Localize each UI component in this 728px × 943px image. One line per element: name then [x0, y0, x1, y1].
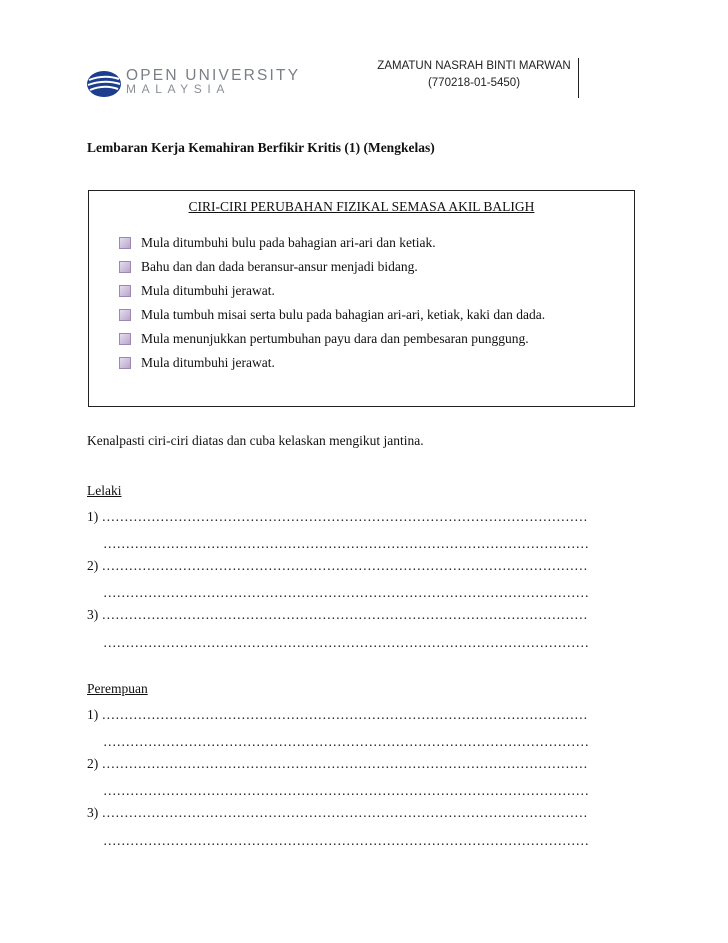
header-divider [578, 58, 579, 98]
logo-text-line2: MALAYSIA [126, 82, 230, 96]
square-bullet-icon [119, 357, 131, 369]
list-item [119, 257, 545, 281]
list-item-text: Mula ditumbuhi bulu pada bahagian ari-ari dan ketiak. [141, 235, 436, 250]
answer-line-female-1[interactable]: 1) ……………………………………………………………………………………………… [87, 707, 588, 722]
answer-line-female-3-cont[interactable]: ……………………………………………………………………………………………… [103, 833, 589, 848]
answer-line-male-1[interactable]: 1) ……………………………………………………………………………………………… [87, 509, 588, 524]
list-item-text: Bahu dan dan dada beransur-ansur menjadi bidang. [141, 259, 418, 274]
instruction-text: Kenalpasti ciri-ciri diatas dan cuba kelaskan mengikut jantina. [87, 433, 424, 448]
square-bullet-icon [119, 237, 131, 249]
list-item [119, 305, 545, 329]
answer-line-male-2[interactable]: 2) ……………………………………………………………………………………………… [87, 558, 588, 573]
male-section-label: Lelaki [87, 483, 122, 498]
characteristics-list [119, 233, 545, 377]
list-item-text: Mula ditumbuhi jerawat. [141, 355, 275, 370]
box-heading: CIRI-CIRI PERUBAHAN FIZIKAL SEMASA AKIL BALIGH [188, 199, 535, 214]
student-name: ZAMATUN NASRAH BINTI MARWAN [377, 60, 571, 72]
female-section-label: Perempuan [87, 681, 148, 696]
answer-line-male-1-cont[interactable]: ……………………………………………………………………………………………… [103, 536, 589, 551]
answer-line-male-3[interactable]: 3) ……………………………………………………………………………………………… [87, 607, 588, 622]
list-item-text: Mula menunjukkan pertumbuhan payu dara dan pembesaran punggung. [141, 331, 529, 346]
answer-line-female-1-cont[interactable]: ……………………………………………………………………………………………… [103, 734, 589, 749]
list-item [119, 281, 545, 305]
globe-icon [86, 70, 122, 98]
square-bullet-icon [119, 309, 131, 321]
open-university-malaysia-logo [86, 68, 316, 100]
logo-text-line1: OPEN UNIVERSITY [126, 67, 301, 84]
list-item [119, 233, 545, 257]
list-item-text: Mula tumbuh misai serta bulu pada bahagian ari-ari, ketiak, kaki dan dada. [141, 307, 546, 322]
square-bullet-icon [119, 261, 131, 273]
answer-line-female-2[interactable]: 2) ……………………………………………………………………………………………… [87, 756, 588, 771]
list-item [119, 329, 545, 353]
answer-line-female-2-cont[interactable]: ……………………………………………………………………………………………… [103, 783, 589, 798]
answer-line-female-3[interactable]: 3) ……………………………………………………………………………………………… [87, 805, 588, 820]
answer-line-male-3-cont[interactable]: ……………………………………………………………………………………………… [103, 635, 589, 650]
page-title: Lembaran Kerja Kemahiran Berfikir Kritis (1) (Mengkelas) [87, 140, 435, 155]
square-bullet-icon [119, 333, 131, 345]
characteristics-box [88, 190, 635, 407]
student-identity [370, 58, 578, 92]
list-item-text: Mula ditumbuhi jerawat. [141, 283, 275, 298]
list-item [119, 353, 545, 377]
answer-line-male-2-cont[interactable]: ……………………………………………………………………………………………… [103, 585, 589, 600]
square-bullet-icon [119, 285, 131, 297]
student-id: (770218-01-5450) [427, 77, 521, 89]
